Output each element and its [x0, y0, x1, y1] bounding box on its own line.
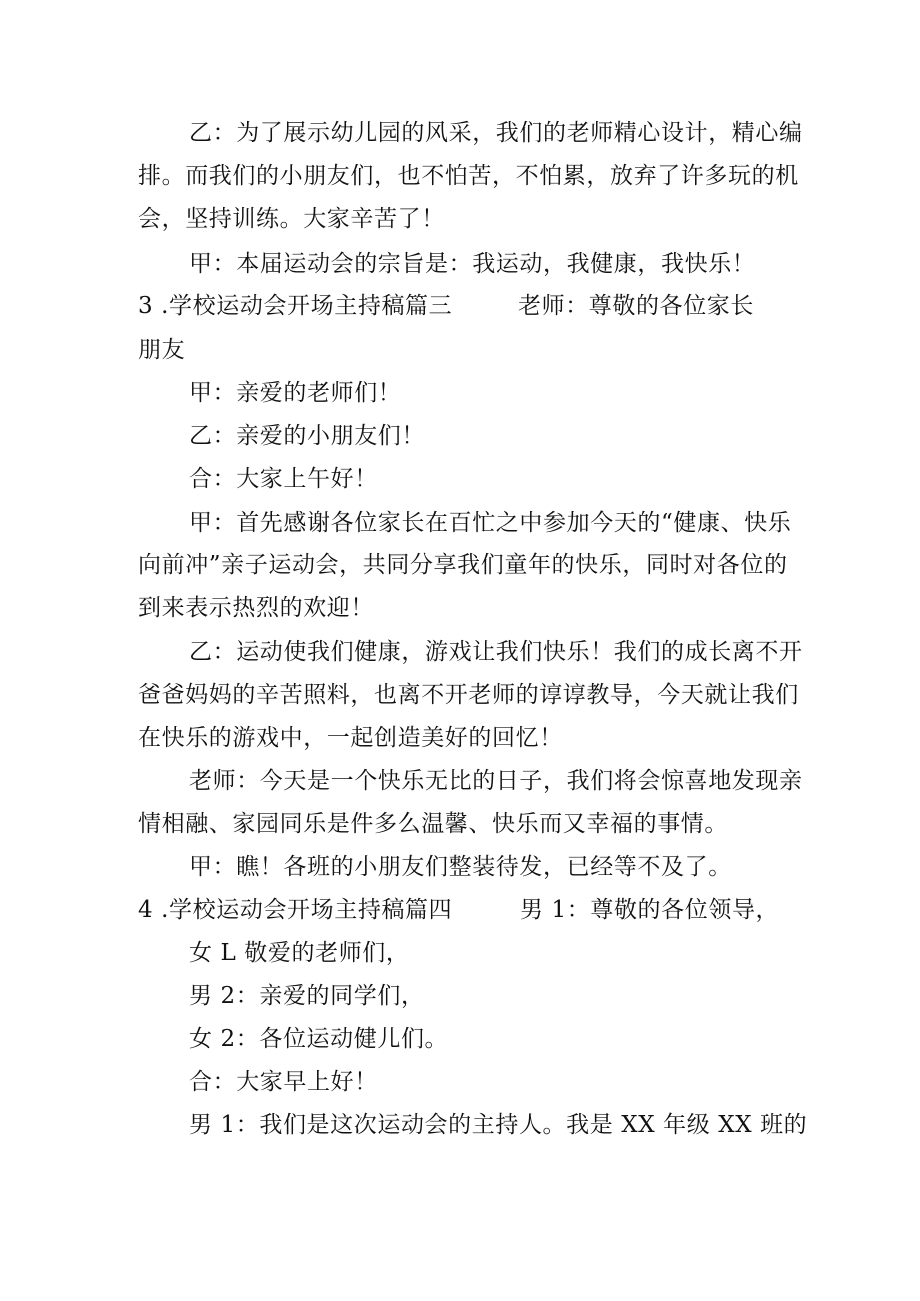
paragraph-line: 合：大家早上好！ [189, 1069, 378, 1095]
section-heading: 3 .学校运动会开场主持稿篇三 [138, 293, 453, 319]
paragraph-line: 朋友 [138, 337, 186, 363]
paragraph-line: 甲：首先感谢各位家长在百忙之中参加今天的“健康、快乐 [189, 510, 792, 536]
paragraph-line: 甲：瞧！各班的小朋友们整装待发，已经等不及了。 [189, 854, 732, 880]
paragraph-line: 女 2：各位运动健儿们。 [189, 1026, 449, 1052]
paragraph-line: 会，坚持训练。大家辛苦了！ [138, 206, 445, 232]
paragraph-line: 在快乐的游戏中，一起创造美好的回忆！ [138, 725, 563, 751]
paragraph-line: 老师：尊敬的各位家长 [518, 293, 754, 319]
paragraph-line: 爸爸妈妈的辛苦照料，也离不开老师的谆谆教导，今天就让我们 [138, 682, 799, 708]
paragraph-line: 男 2：亲爱的同学们， [189, 983, 425, 1009]
paragraph-line: 乙：运动使我们健康，游戏让我们快乐！我们的成长离不开 [189, 639, 803, 665]
paragraph-line: 乙：亲爱的小朋友们！ [189, 423, 425, 449]
section-heading: 4 .学校运动会开场主持稿篇四 [138, 897, 453, 923]
paragraph-line: 到来表示热烈的欢迎！ [138, 595, 374, 621]
paragraph-line: 排。而我们的小朋友们，也不怕苦，不怕累，放弃了许多玩的机 [138, 163, 799, 189]
paragraph-line: 乙：为了展示幼儿园的风采，我们的老师精心设计，精心编 [189, 120, 803, 146]
paragraph-line: 向前冲”亲子运动会，共同分享我们童年的快乐，同时对各位的 [138, 552, 788, 578]
paragraph-line: 甲：亲爱的老师们！ [189, 380, 402, 406]
paragraph-line: 合：大家上午好！ [189, 466, 378, 492]
paragraph-line: 男 1：尊敬的各位领导， [520, 897, 780, 923]
paragraph-line: 老师：今天是一个快乐无比的日子，我们将会惊喜地发现亲 [189, 768, 803, 794]
paragraph-line: 男 1：我们是这次运动会的主持人。我是 XX 年级 XX 班的 [189, 1112, 808, 1138]
paragraph-line: 情相融、家园同乐是件多么温馨、快乐而又幸福的事情。 [138, 811, 728, 837]
paragraph-line: 女 L 敬爱的老师们， [189, 940, 410, 966]
paragraph-line: 甲：本届运动会的宗旨是：我运动，我健康，我快乐！ [189, 251, 756, 277]
